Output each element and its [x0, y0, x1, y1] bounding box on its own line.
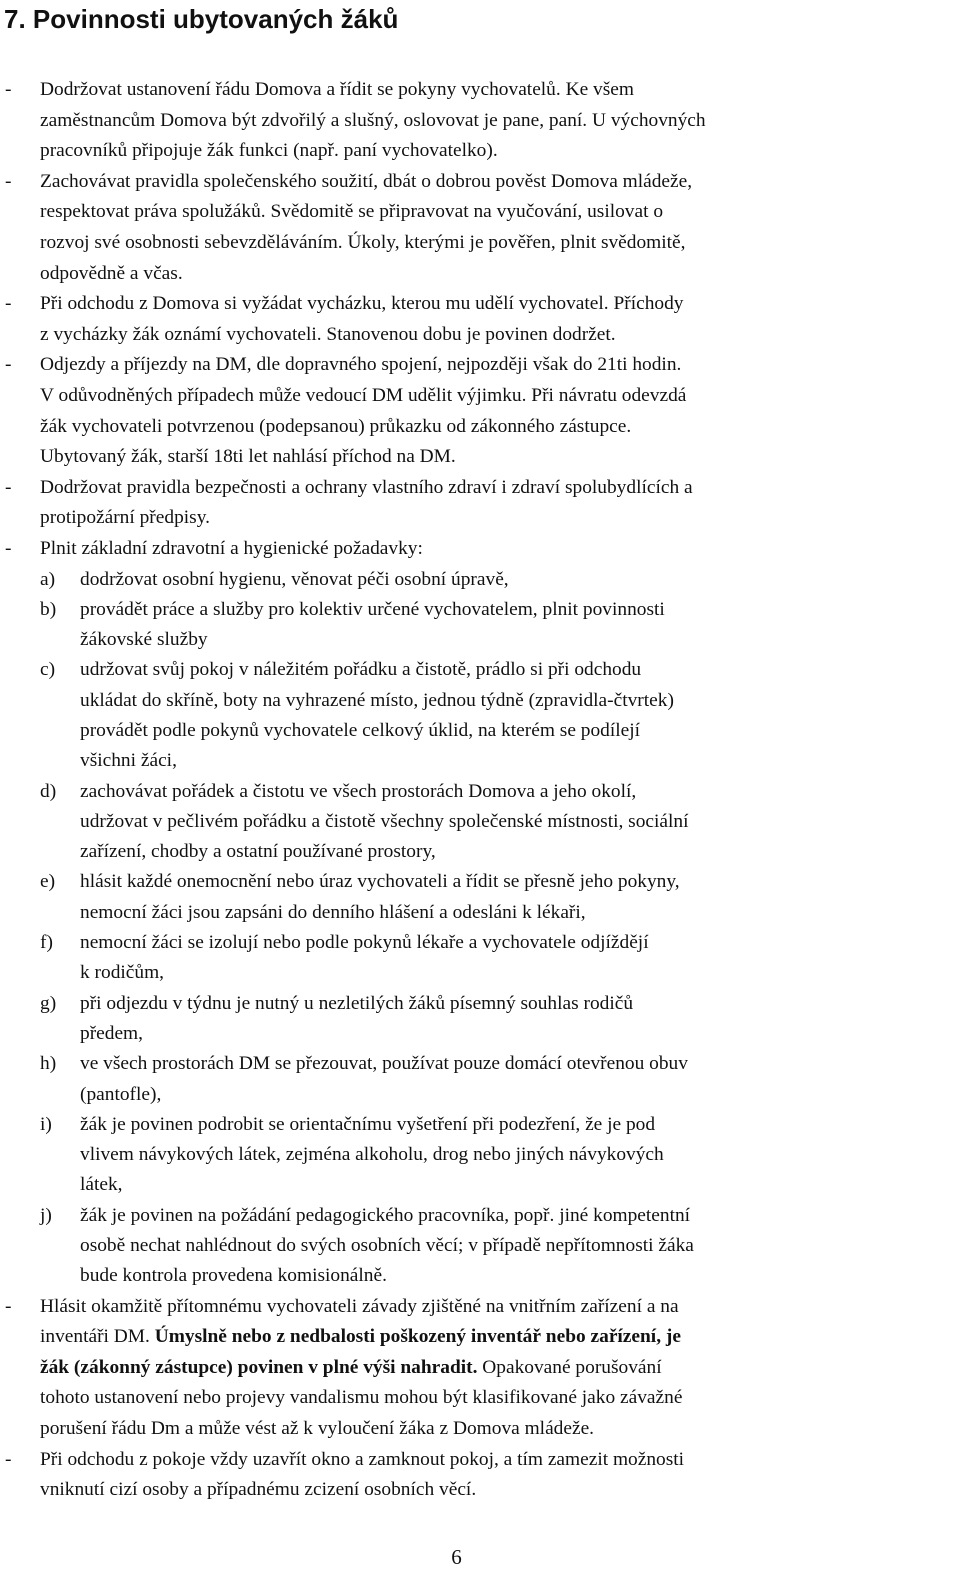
sub-item-label: i): [40, 1113, 52, 1135]
bullet-item-hygiene: [0, 534, 960, 1292]
bullet-item-damage: [0, 1292, 960, 1445]
text-line: ve všech prostorách DM se přezouvat, používat pouze domácí otevřenou obuv: [80, 1053, 688, 1075]
text-line: k rodičům,: [80, 962, 165, 984]
text-line: z vycházky žák oznámí vychovateli. Stanovenou dobu je povinen dodržet.: [40, 323, 616, 345]
text-line: látek,: [80, 1174, 123, 1196]
text-line: vlivem návykových látek, zejména alkoholu, drog nebo jiných návykových: [80, 1144, 664, 1166]
bullet-item-social-rules: [0, 167, 960, 289]
text-line: udržovat svůj pokoj v náležitém pořádku a čistotě, prádlo si při odchodu: [80, 659, 642, 681]
text-line: žák je povinen podrobit se orientačnímu vyšetření při podezření, že je pod: [80, 1113, 656, 1135]
text-line: protipožární předpisy.: [40, 507, 210, 529]
sub-item-label: c): [40, 659, 56, 681]
bold-text: Úmyslně nebo z nedbalosti poškozený inventář nebo zařízení, je: [154, 1326, 681, 1348]
text-line: Dodržovat ustanovení řádu Domova a řídit se pokyny vychovatelů. Ke všem: [40, 79, 634, 100]
text-line: respektovat práva spolužáků. Svědomitě se připravovat na vyučování, usilovat o: [40, 201, 664, 223]
bullet-item-rules: [0, 75, 960, 167]
text-line: bude kontrola provedena komisionálně.: [80, 1265, 387, 1287]
text-line: všichni žáci,: [80, 750, 177, 772]
sub-item-a: [0, 565, 954, 595]
text-line: Hlásit okamžitě přítomnému vychovateli závady zjištěné na vnitřním zařízení a na: [40, 1295, 679, 1317]
sub-item-label: b): [40, 598, 57, 620]
text-line-mixed: [40, 1353, 954, 1384]
text-line: předem,: [80, 1022, 143, 1044]
text-line: vniknutí cizí osoby a případnému zcizení osobních věcí.: [40, 1479, 477, 1501]
sub-item-g: [0, 989, 954, 1050]
text-line: pracovníků připojuje žák funkci (např. paní vychovatelko).: [40, 140, 498, 162]
text-line: rozvoj své osobnosti sebevzděláváním. Úkoly, kterými je pověřen, plnit svědomitě,: [40, 231, 686, 253]
text-line: žákovské služby: [80, 629, 208, 651]
text-line: (pantofle),: [80, 1083, 162, 1105]
text-line: osobě nechat nahlédnout do svých osobních věcí; v případě nepřítomnosti žáka: [80, 1235, 694, 1257]
text-line: Odjezdy a příjezdy na DM, dle dopravného spojení, nejpozději však do 21ti hodin.: [40, 354, 682, 376]
duties-list: [0, 75, 960, 1506]
text-line: ukládat do skříně, boty na vyhrazené místo, jednou týdně (zpravidla-čtvrtek): [80, 689, 674, 711]
sub-item-f: [0, 928, 954, 989]
text-line: dodržovat osobní hygienu, věnovat péči osobní úpravě,: [80, 568, 509, 590]
text-line: provádět podle pokynů vychovatele celkový úklid, na kterém se podílejí: [80, 719, 641, 741]
sub-item-label: j): [40, 1204, 52, 1226]
text-line: Plnit základní zdravotní a hygienické požadavky:: [40, 537, 423, 559]
sub-item-e: [0, 867, 954, 928]
bullet-dash: -: [5, 537, 12, 559]
bullet-item-leave: [0, 289, 960, 350]
text-line: provádět práce a služby pro kolektiv určené vychovatelem, plnit povinnosti: [80, 598, 665, 620]
sub-item-b: [0, 595, 954, 656]
sub-item-d: [0, 777, 954, 868]
text-line: při odjezdu v týdnu je nutný u nezletilých žáků písemný souhlas rodičů: [80, 992, 634, 1014]
sub-item-label: e): [40, 871, 56, 893]
bullet-dash: -: [5, 354, 12, 376]
text-line: udržovat v pečlivém pořádku a čistotě všechny společenské místnosti, sociální: [80, 810, 689, 832]
bullet-dash: -: [5, 170, 12, 192]
text-line: Při odchodu z Domova si vyžádat vycházku, kterou mu udělí vychovatel. Příchody: [40, 293, 684, 315]
text-line: zachovávat pořádek a čistotu ve všech prostorách Domova a jeho okolí,: [80, 780, 637, 802]
bullet-item-safety: [0, 473, 960, 534]
text-line: zařízení, chodby a ostatní používané prostory,: [80, 841, 436, 863]
bullet-dash: -: [5, 79, 12, 100]
bullet-dash: -: [5, 1295, 12, 1317]
bullet-item-departures: [0, 350, 960, 472]
plain-text: Opakované porušování: [477, 1356, 662, 1378]
bullet-dash: -: [5, 1448, 12, 1470]
bold-text: žák (zákonný zástupce) povinen v plné výši nahradit.: [40, 1356, 478, 1378]
text-line-mixed: [40, 1322, 954, 1353]
text-line: Ubytovaný žák, starší 18ti let nahlásí příchod na DM.: [40, 446, 456, 468]
sub-item-c: [0, 655, 954, 776]
sub-item-label: f): [40, 932, 53, 954]
text-line: žák vychovateli potvrzenou (podepsanou) průkazku od zákonného zástupce.: [40, 415, 632, 437]
sub-item-label: g): [40, 992, 57, 1014]
text-line: žák je povinen na požádání pedagogického pracovníka, popř. jiné kompetentní: [80, 1204, 691, 1226]
bullet-dash: -: [5, 293, 12, 315]
text-line: nemocní žáci jsou zapsáni do denního hlášení a odesláni k lékaři,: [80, 901, 586, 923]
text-line: Zachovávat pravidla společenského soužití, dbát o dobrou pověst Domova mládeže,: [40, 170, 693, 192]
plain-text: inventáři DM.: [40, 1326, 155, 1348]
bullet-dash: -: [5, 476, 12, 498]
text-line: Při odchodu z pokoje vždy uzavřít okno a zamknout pokoj, a tím zamezit možnosti: [40, 1448, 685, 1470]
sub-item-j: [0, 1201, 954, 1292]
sub-item-label: d): [40, 780, 57, 802]
text-line: porušení řádu Dm a může vést až k vyloučení žáka z Domova mládeže.: [40, 1418, 595, 1439]
text-line: hlásit každé onemocnění nebo úraz vychovateli a řídit se přesně jeho pokyny,: [80, 871, 680, 893]
text-line: odpovědně a včas.: [40, 262, 183, 284]
sub-item-i: [0, 1110, 954, 1201]
text-line: V odůvodněných případech může vedoucí DM udělit výjimku. Při návratu odevzdá: [40, 384, 687, 406]
section-heading: 7. Povinnosti ubytovaných žáků: [4, 4, 399, 34]
sub-item-h: [0, 1049, 954, 1110]
text-line: Dodržovat pravidla bezpečnosti a ochrany vlastního zdraví i zdraví spolubydlících a: [40, 476, 693, 498]
page-number: 6: [451, 1545, 462, 1569]
text-line: zaměstnancům Domova být zdvořilý a slušný, oslovovat je pane, paní. U výchovných: [40, 109, 706, 131]
bullet-item-lock-room: [0, 1445, 960, 1506]
text-line: tohoto ustanovení nebo projevy vandalismu mohou být klasifikované jako závažné: [40, 1387, 683, 1409]
sub-item-label: a): [40, 568, 56, 590]
sub-item-label: h): [40, 1053, 57, 1075]
text-line: nemocní žáci se izolují nebo podle pokynů lékaře a vychovatele odjíždějí: [80, 932, 649, 954]
